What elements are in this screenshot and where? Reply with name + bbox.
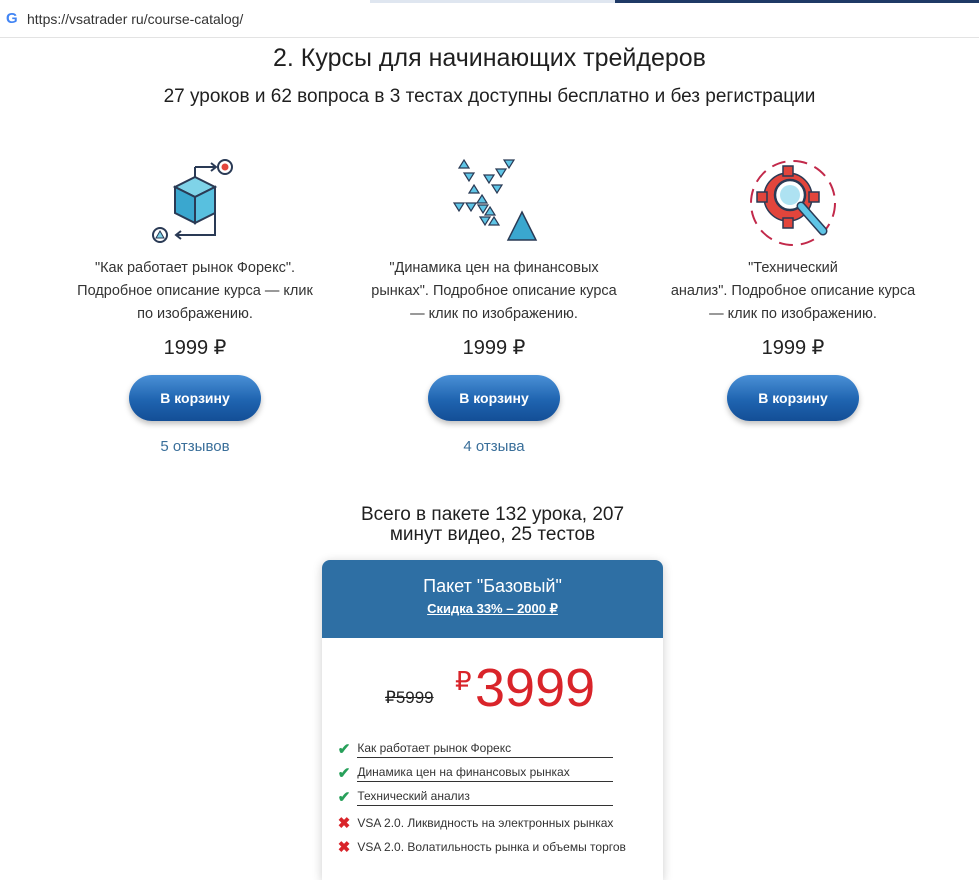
section-title: 2. Курсы для начинающих трейдеров xyxy=(273,44,706,72)
package-header xyxy=(322,560,663,638)
course-price: 1999 ₽ xyxy=(761,337,825,359)
cross-icon: ✖ xyxy=(337,815,351,832)
cube-flow-icon[interactable] xyxy=(145,155,245,255)
check-icon: ✔ xyxy=(337,741,351,758)
reviews-link[interactable]: 5 отзывов xyxy=(160,438,230,455)
feature-item: ✖ VSA 2.0. Волатильность рынка и объемы торгов xyxy=(334,838,654,856)
gear-magnifier-icon[interactable] xyxy=(743,155,843,255)
url-text[interactable]: https://vsatrader ru/course-catalog/ xyxy=(27,11,244,27)
old-price: ₽5999 xyxy=(385,688,434,707)
reviews-link[interactable]: 4 отзыва xyxy=(463,438,525,455)
check-icon: ✔ xyxy=(337,765,351,782)
add-to-cart-button[interactable]: В корзину xyxy=(428,375,560,421)
feature-item: ✖ VSA 2.0. Ликвидность на электронных рынках xyxy=(334,814,654,832)
package-card xyxy=(322,560,663,880)
browser-address-bar[interactable] xyxy=(0,0,979,38)
package-summary: Всего в пакете 132 урока, 207 минут видео, 25 тестов xyxy=(360,504,625,545)
package-name: Пакет "Базовый" xyxy=(423,576,562,596)
feature-item: ✔ Как работает рынок Форекс xyxy=(334,740,654,758)
add-to-cart-button[interactable]: В корзину xyxy=(129,375,261,421)
new-price: 3999 xyxy=(475,658,596,718)
course-description: "Технический анализ". Подробное описание курса — клик по изображению. xyxy=(670,260,916,322)
add-to-cart-button[interactable]: В корзину xyxy=(727,375,859,421)
course-price: 1999 ₽ xyxy=(163,337,227,359)
currency-symbol: ₽ xyxy=(455,666,472,696)
google-favicon-icon: G xyxy=(6,10,18,27)
section-subtitle: 27 уроков и 62 вопроса в 3 тестах доступны бесплатно и без регистрации xyxy=(163,86,816,107)
check-icon: ✔ xyxy=(337,789,351,806)
course-price: 1999 ₽ xyxy=(462,337,526,359)
course-card-price-dynamics xyxy=(344,155,644,475)
course-card-technical-analysis xyxy=(643,155,943,475)
course-card-forex xyxy=(45,155,345,475)
triangles-pattern-icon[interactable] xyxy=(444,155,544,255)
cross-icon: ✖ xyxy=(337,839,351,856)
package-discount-link[interactable]: Скидка 33% – 2000 ₽ xyxy=(427,601,558,616)
course-description: "Как работает рынок Форекс". Подробное описание курса — клик по изображению. xyxy=(77,260,313,322)
feature-item: ✔ Динамика цен на финансовых рынках xyxy=(334,764,654,782)
tab-indicator xyxy=(370,0,620,3)
active-tab-indicator xyxy=(615,0,979,3)
course-description: "Динамика цен на финансовых рынках". Подробное описание курса — клик по изображению. xyxy=(371,260,617,322)
feature-item: ✔ Технический анализ xyxy=(334,788,654,806)
